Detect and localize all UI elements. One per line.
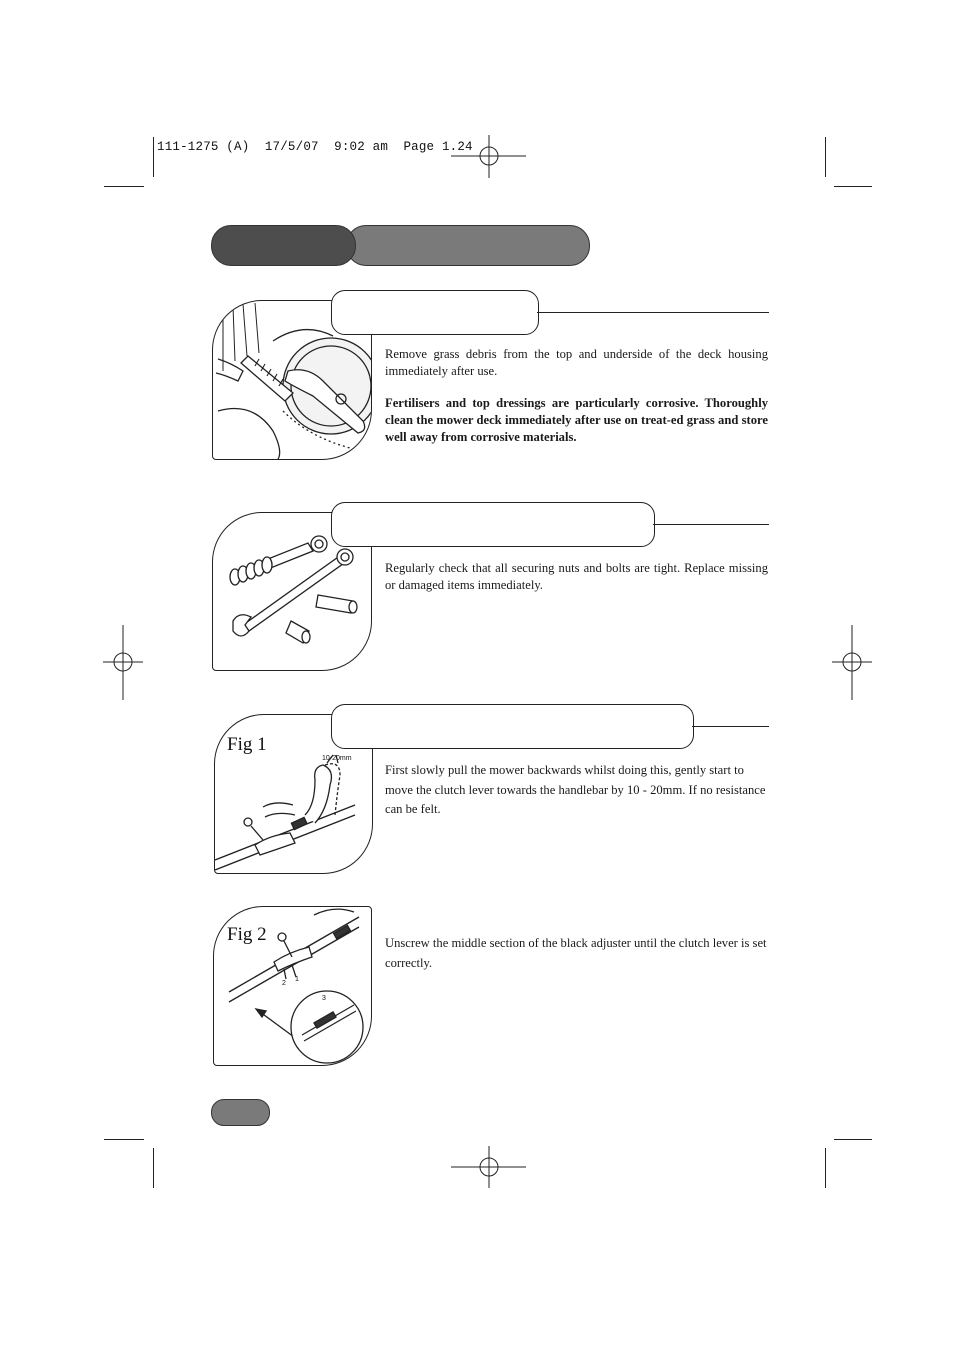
registration-mark-top xyxy=(451,135,526,178)
fig2-callout-3: 3 xyxy=(322,995,326,1002)
section-rule-nuts-bolts xyxy=(653,524,769,525)
deck-cleaning-paragraph: Remove grass debris from the top and underside of the deck housing immediately after use. xyxy=(385,347,768,378)
section-rule-clutch xyxy=(692,726,769,727)
nuts-bolts-paragraph: Regularly check that all securing nuts and bolts are tight. Replace missing or damaged items immediately. xyxy=(385,561,768,592)
section-header-nuts-bolts xyxy=(331,502,655,547)
clutch-check-paragraph: First slowly pull the mower backwards whilst doing this, gently start to move the clutch lever towards the handlebar by 10 - 20mm. If no resistance can be felt. xyxy=(385,763,766,816)
registration-mark-bottom xyxy=(451,1146,526,1188)
fertiliser-warning-paragraph: Fertilisers and top dressings are particularly corrosive. Thoroughly clean the mower deck immediately after use on treat-ed grass and store well away from corrosive materials. xyxy=(385,396,768,444)
section-header-deck-cleaning xyxy=(331,290,539,335)
fig1-label: Fig 1 xyxy=(227,734,267,755)
registration-mark-right xyxy=(832,625,872,700)
fig2-label: Fig 2 xyxy=(227,924,267,945)
print-slug: 111-1275 (A) 17/5/07 9:02 am Page 1.24 xyxy=(157,140,473,154)
adjuster-paragraph: Unscrew the middle section of the black adjuster until the clutch lever is set correctly. xyxy=(385,936,767,970)
fig1-measurement-annotation: 10-20mm xyxy=(322,755,352,762)
section-rule-deck-cleaning xyxy=(537,312,769,313)
page-number-badge xyxy=(211,1099,270,1126)
section-header-clutch xyxy=(331,704,694,749)
registration-mark-left xyxy=(103,625,143,700)
chapter-tab-pill xyxy=(211,225,356,266)
chapter-header-pill xyxy=(346,225,590,266)
fig2-callout-2: 2 xyxy=(282,980,286,987)
fig2-callout-1: 1 xyxy=(295,976,299,983)
